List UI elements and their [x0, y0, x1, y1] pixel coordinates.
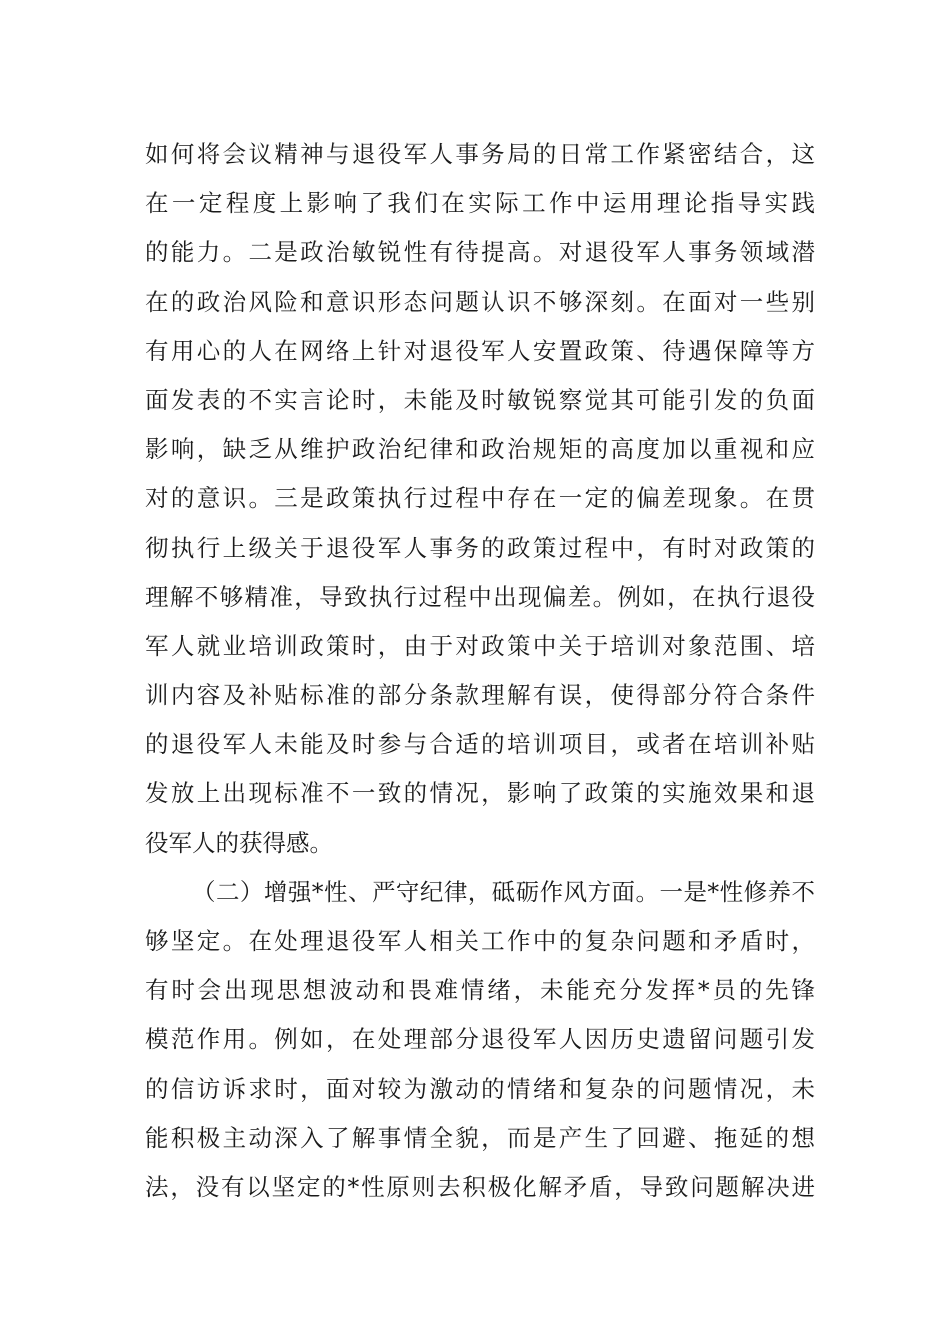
text-line-5: 有用心的人在网络上针对退役军人安置政策、待遇保障等方: [145, 336, 815, 365]
body-text: [145, 130, 815, 1212]
text-line-22: 法，没有以坚定的*性原则去积极化解矛盾，导致问题解决进: [145, 1172, 815, 1201]
text-line-10: 理解不够精准，导致执行过程中出现偏差。例如，在执行退役: [145, 582, 815, 611]
text-line-13: 的退役军人未能及时参与合适的培训项目，或者在培训补贴: [145, 730, 815, 759]
text-line-18: 有时会出现思想波动和畏难情绪，未能充分发挥*员的先锋: [145, 976, 815, 1005]
text-line-4: 在的政治风险和意识形态问题认识不够深刻。在面对一些别: [145, 287, 815, 316]
section-heading-line: （二）增强*性、严守纪律，砥砺作风方面。一是*性修养不: [192, 877, 815, 906]
text-line-19: 模范作用。例如，在处理部分退役军人因历史遗留问题引发: [145, 1025, 815, 1054]
text-line-7: 影响，缺乏从维护政治纪律和政治规矩的高度加以重视和应: [145, 435, 815, 464]
text-line-9: 彻执行上级关于退役军人事务的政策过程中，有时对政策的: [145, 533, 815, 562]
text-line-15: 役军人的获得感。: [145, 828, 333, 857]
text-line-1: 如何将会议精神与退役军人事务局的日常工作紧密结合，这: [145, 140, 815, 168]
text-line-12: 训内容及补贴标准的部分条款理解有误，使得部分符合条件: [145, 681, 815, 710]
text-line-14: 发放上出现标准不一致的情况，影响了政策的实施效果和退: [145, 779, 815, 808]
text-line-3: 的能力。二是政治敏锐性有待提高。对退役军人事务领域潜: [145, 238, 815, 267]
text-line-2: 在一定程度上影响了我们在实际工作中运用理论指导实践: [145, 189, 815, 218]
text-line-11: 军人就业培训政策时，由于对政策中关于培训对象范围、培: [145, 631, 815, 660]
text-line-20: 的信访诉求时，面对较为激动的情绪和复杂的问题情况，未: [145, 1074, 815, 1103]
text-line-17: 够坚定。在处理退役军人相关工作中的复杂问题和矛盾时，: [145, 927, 815, 955]
text-line-21: 能积极主动深入了解事情全貌，而是产生了回避、拖延的想: [145, 1123, 815, 1152]
text-line-8: 对的意识。三是政策执行过程中存在一定的偏差现象。在贯: [145, 484, 815, 513]
text-line-6: 面发表的不实言论时，未能及时敏锐察觉其可能引发的负面: [145, 385, 815, 414]
